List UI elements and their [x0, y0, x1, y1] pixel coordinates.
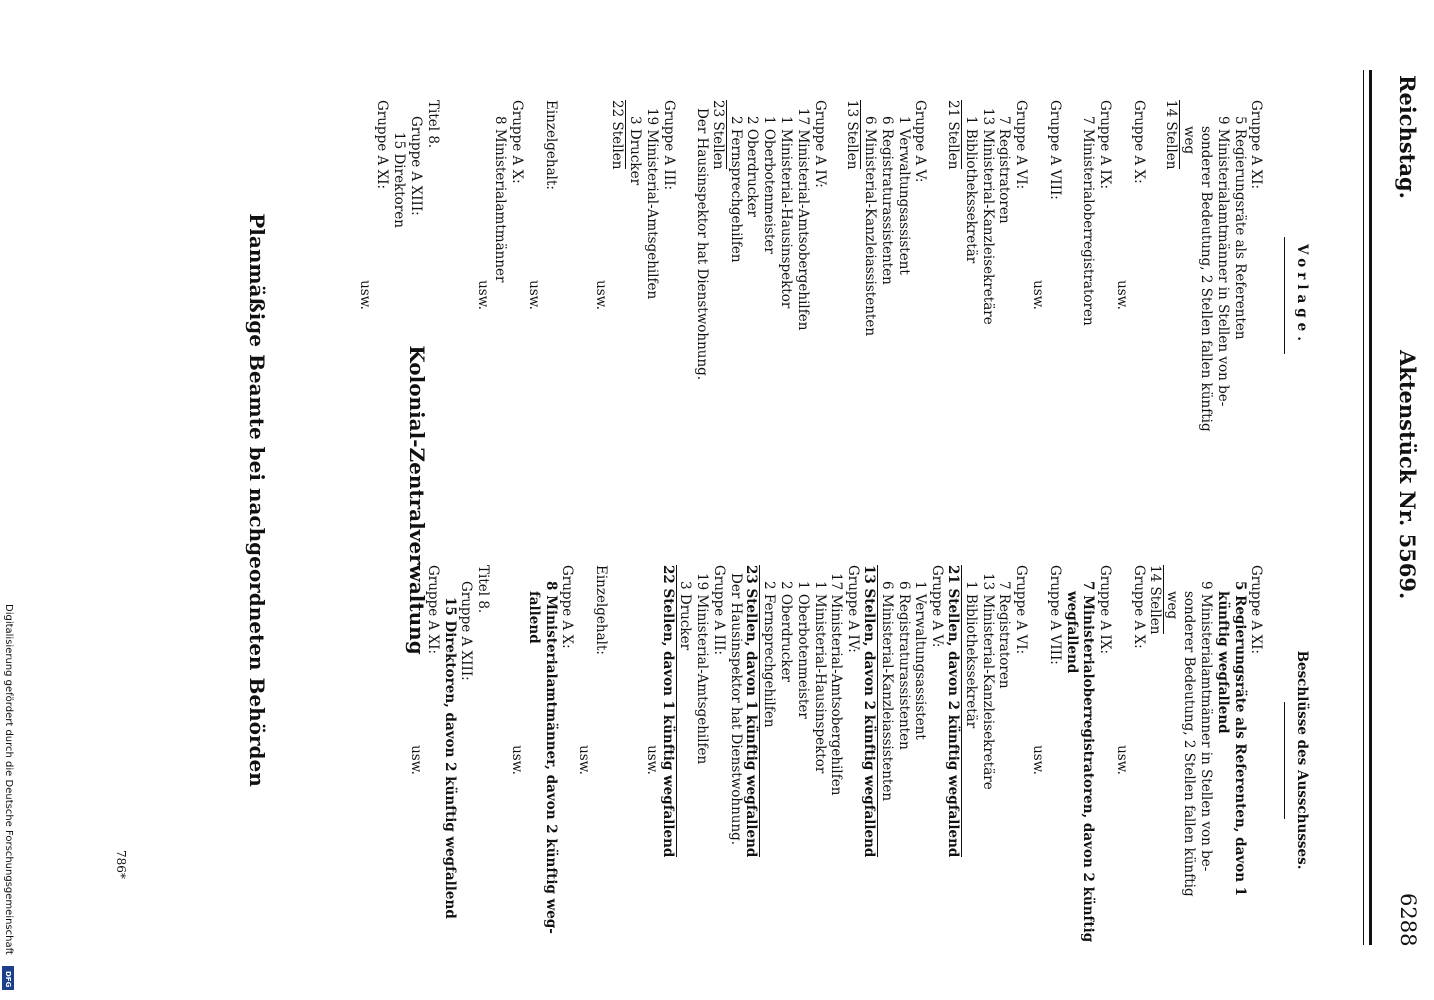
- list-item: 7 Ministerialoberregistratoren, davon 2 künftig: [1080, 581, 1097, 943]
- sum-line: [945, 565, 962, 955]
- group-heading: Gruppe A X:: [1130, 100, 1147, 184]
- usw-text: usw.: [1030, 745, 1047, 775]
- group-heading: Gruppe A IV:: [811, 100, 828, 188]
- list-item: 8 Ministerialamtmänner: [492, 116, 509, 283]
- list-item: sonderer Bedeutung, 2 Stellen fallen künftig: [1198, 126, 1215, 432]
- list-item: 7 Ministerialoberregistratoren: [1080, 116, 1097, 326]
- stellen-total: 13 Stellen: [844, 100, 861, 170]
- list-item: 7 Registratoren: [996, 116, 1013, 224]
- group-heading: Gruppe A IV:: [845, 565, 862, 653]
- group-heading: Gruppe A VI:: [1013, 565, 1030, 655]
- usw-text: usw.: [1114, 745, 1131, 775]
- group-heading: Einzelgehalt:: [592, 565, 609, 655]
- stellen-total: 14 Stellen: [1146, 565, 1163, 635]
- stellen-total: 21 Stellen: [945, 100, 962, 170]
- list-item: 13 Ministerial-Kanzleisekretäre: [979, 573, 996, 790]
- right-column: [407, 565, 1310, 955]
- usw-text: usw.: [576, 745, 593, 775]
- list-item: 7 Registratoren: [996, 581, 1013, 689]
- stellen-total: 23 Stellen, davon 1 künftig wegfallend: [743, 565, 760, 858]
- note-text: Der Hausinspektor hat Dienstwohnung.: [727, 573, 744, 846]
- title-heading: Titel 8.: [424, 100, 441, 149]
- side-credit-text: Digitalisierung gefördert durch die Deutsche Forschungsgemeinschaft: [3, 604, 14, 955]
- group-heading: Gruppe A V:: [929, 565, 946, 648]
- list-item: 9 Ministerialamtmänner in Stellen von be-: [1198, 581, 1215, 872]
- title-rule: [1276, 100, 1293, 490]
- list-item: 1 Bibliothekssekretär: [962, 116, 979, 264]
- group-heading: Gruppe A XI:: [374, 100, 391, 190]
- list-item: 8 Ministerialamtmänner, davon 2 künftig weg-: [542, 581, 559, 934]
- list-item: 19 Ministerial-Amtsgehilfen: [643, 108, 660, 300]
- stellen-total: 22 Stellen: [609, 100, 626, 170]
- list-item: 1 Ministerial-Hausinspektor: [778, 116, 795, 309]
- header-left: Reichstag.: [1395, 75, 1420, 199]
- dfg-logo-text: DFG: [4, 971, 12, 988]
- group-heading: Gruppe A XI:: [424, 565, 441, 655]
- sum-line: [660, 565, 677, 955]
- group-heading: Gruppe A VIII:: [1046, 100, 1063, 200]
- list-item: 3 Drucker: [677, 581, 694, 651]
- page-number: 6288: [1396, 893, 1420, 947]
- list-item: 6 Registraturassistenten: [878, 116, 895, 285]
- usw-text: usw.: [357, 280, 374, 310]
- list-item: 3 Drucker: [626, 116, 643, 186]
- usw-text: usw.: [593, 280, 610, 310]
- sum-line: [1164, 100, 1181, 490]
- list-item: 6 Ministerial-Kanzleiassistenten: [878, 581, 895, 802]
- list-item: 5 Regierungsräte als Referenten: [1231, 116, 1248, 340]
- group-heading: Gruppe A IX:: [1097, 100, 1114, 190]
- group-heading: Gruppe A XIII:: [407, 116, 424, 216]
- sum-line: [710, 100, 727, 490]
- group-heading: Gruppe A III:: [660, 100, 677, 191]
- header-rule-thick: [1369, 70, 1372, 945]
- group-heading: Gruppe A XI:: [1248, 565, 1265, 655]
- header-rule-thin: [1363, 70, 1364, 945]
- group-heading: Gruppe A XIII:: [458, 581, 475, 681]
- list-item: 1 Oberbotenmeister: [761, 116, 778, 254]
- list-item: 19 Ministerial-Amtsgehilfen: [694, 573, 711, 765]
- sum-line: [861, 565, 878, 955]
- list-item: künftig wegfallend: [1214, 591, 1231, 734]
- left-column: [357, 100, 1310, 490]
- group-heading: Gruppe A VI:: [1013, 100, 1030, 190]
- group-heading: Gruppe A VIII:: [1046, 565, 1063, 665]
- sum-line: [844, 100, 861, 490]
- usw-text: usw.: [475, 280, 492, 310]
- sum-line: [1147, 565, 1164, 955]
- list-item: wegfallend: [1063, 591, 1080, 674]
- footer-code: 786*: [114, 850, 128, 879]
- usw-text: usw.: [508, 745, 525, 775]
- list-item: weg: [1181, 126, 1198, 155]
- list-item: 15 Direktoren, davon 2 künftig wegfallend: [441, 597, 458, 919]
- group-heading: Gruppe A X:: [1130, 565, 1147, 649]
- stellen-total: 23 Stellen: [709, 100, 726, 170]
- list-item: 9 Ministerialamtmänner in Stellen von be-: [1214, 116, 1231, 407]
- group-heading: Gruppe A X:: [559, 565, 576, 649]
- list-item: 2 Oberdrucker: [778, 581, 795, 683]
- title-heading: Titel 8.: [475, 565, 492, 614]
- usw-text: usw.: [643, 745, 660, 775]
- group-heading: Einzelgehalt:: [542, 100, 559, 190]
- list-item: 6 Ministerial-Kanzleiassistenten: [862, 116, 879, 337]
- list-item: 1 Verwaltungsassistent: [912, 581, 929, 740]
- stellen-total: 22 Stellen, davon 1 künftig wegfallend: [659, 565, 676, 858]
- list-item: weg: [1164, 591, 1181, 620]
- usw-text: usw.: [525, 280, 542, 310]
- list-item: 2 Fernsprechgehilfen: [761, 581, 778, 728]
- list-item: 13 Ministerial-Kanzleisekretäre: [979, 108, 996, 325]
- list-item: 2 Fernsprechgehilfen: [727, 116, 744, 263]
- list-item: 1 Ministerial-Hausinspektor: [811, 581, 828, 774]
- usw-text: usw.: [1030, 280, 1047, 310]
- stellen-total: 13 Stellen, davon 2 künftig wegfallend: [861, 565, 878, 858]
- usw-text: usw.: [407, 745, 424, 775]
- sum-line: [744, 565, 761, 955]
- list-item: 1 Verwaltungsassistent: [895, 116, 912, 275]
- group-heading: Gruppe A X:: [508, 100, 525, 184]
- list-item: 15 Direktoren: [390, 132, 407, 228]
- group-heading: Gruppe A XI:: [1248, 100, 1265, 190]
- group-heading: Gruppe A III:: [710, 565, 727, 656]
- stellen-total: 21 Stellen, davon 2 künftig wegfallend: [945, 565, 962, 858]
- list-item: 17 Ministerial-Amtsobergehilfen: [794, 108, 811, 331]
- usw-text: usw.: [1114, 280, 1131, 310]
- list-item: 1 Bibliothekssekretär: [962, 581, 979, 729]
- list-item: 6 Registraturassistenten: [895, 581, 912, 750]
- dfg-logo: [2, 966, 14, 990]
- list-item: 5 Regierungsräte als Referenten, davon 1: [1231, 581, 1248, 897]
- sum-line: [609, 100, 626, 490]
- right-column-title: Beschlüsse des Ausschusses.: [1294, 650, 1310, 870]
- list-item: 2 Oberdrucker: [744, 116, 761, 218]
- title-rule: [1276, 565, 1293, 955]
- list-item: 17 Ministerial-Amtsobergehilfen: [828, 573, 845, 796]
- section-heading-planmaessig: Planmäßige Beamte bei nachgeordneten Behörden: [245, 213, 269, 787]
- left-column-title: Vorlage.: [1294, 244, 1310, 346]
- header-title: Aktenstück Nr. 5569.: [1395, 350, 1420, 600]
- group-heading: Gruppe A IX:: [1097, 565, 1114, 655]
- list-item: sonderer Bedeutung, 2 Stellen fallen künftig: [1181, 591, 1198, 897]
- list-item: fallend: [525, 591, 542, 644]
- stellen-total: 14 Stellen: [1163, 100, 1180, 170]
- sum-line: [945, 100, 962, 490]
- note-text: Der Hausinspektor hat Dienstwohnung.: [694, 108, 711, 381]
- list-item: 1 Oberbotenmeister: [794, 581, 811, 719]
- section-heading-kolonial: Kolonial-Zentralverwaltung: [405, 345, 429, 655]
- group-heading: Gruppe A V:: [912, 100, 929, 183]
